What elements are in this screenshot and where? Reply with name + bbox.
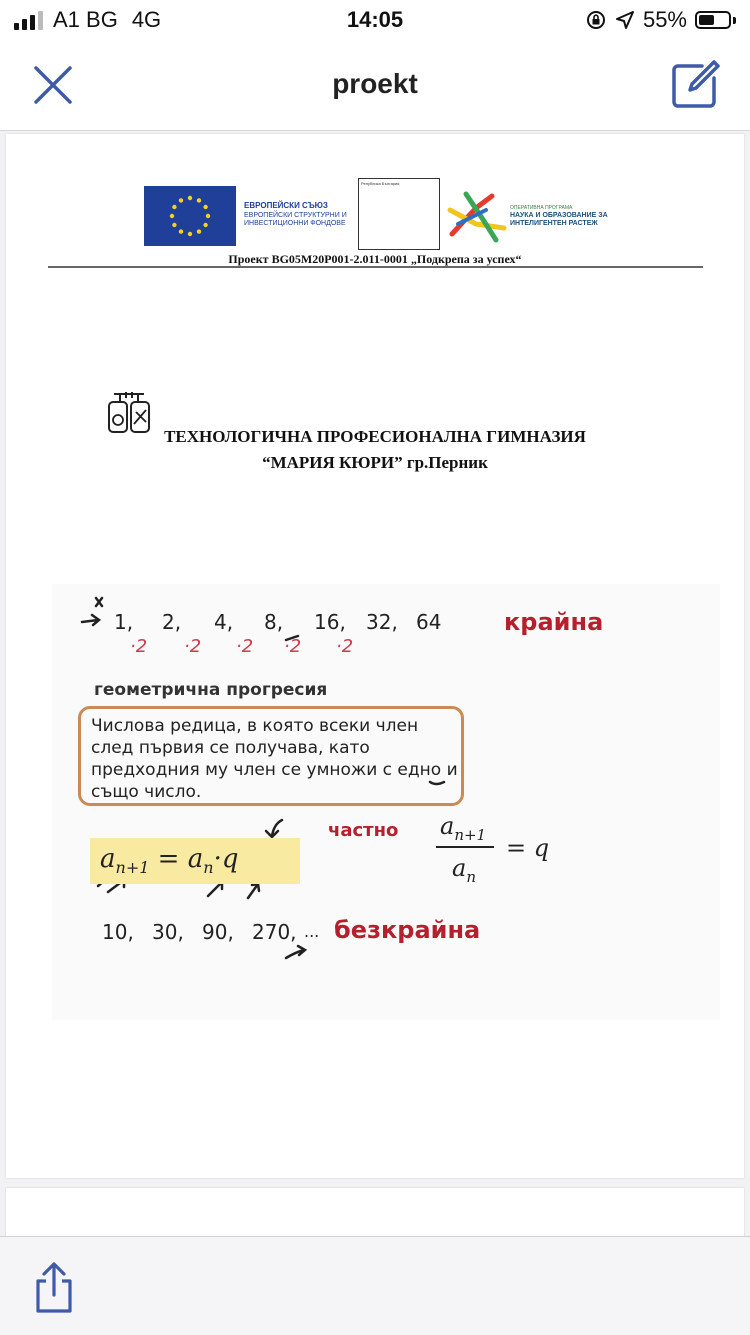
school-name-line1: ТЕХНОЛОГИЧНА ПРОФЕСИОНАЛНА ГИМНАЗИЯ (164, 427, 586, 446)
eu-flag-logo (144, 186, 236, 246)
multiplier-2: ·2 (184, 636, 202, 657)
definition-line-1: Числова редица, в която всеки член (91, 716, 419, 736)
quotient-label: частно (328, 820, 399, 841)
infinite-label: безкрайна (334, 916, 481, 944)
fraction-den-a: a (452, 854, 467, 882)
status-bar (0, 0, 750, 40)
battery-fill (699, 15, 714, 25)
finite-term-3: 4, (214, 610, 234, 634)
infinite-term-3: 90, (202, 920, 234, 944)
carrier-label: A1 BG (53, 7, 118, 32)
definition-line-3: предходния му член се умножи с едно и (91, 760, 458, 780)
finite-term-2: 2, (162, 610, 182, 634)
fraction-denominator (452, 854, 476, 886)
formula-lhs-sub: n+1 (115, 858, 150, 878)
eu-logo-title: ЕВРОПЕЙСКИ СЪЮЗ (244, 201, 328, 210)
infinite-ellipsis: ... (304, 922, 320, 941)
infinite-term-1: 10, (102, 920, 134, 944)
header-divider (48, 266, 703, 268)
status-right (585, 7, 736, 33)
bottom-toolbar (0, 1236, 750, 1335)
fraction-num-sub: n+1 (454, 825, 487, 844)
op-logo-text (510, 204, 620, 228)
bulgaria-emblem-box (358, 178, 440, 250)
battery-icon (695, 11, 731, 29)
finite-label: крайна (504, 608, 604, 636)
battery-cap (733, 17, 736, 24)
location-icon (615, 10, 635, 30)
definition-box (78, 706, 464, 806)
finite-term-5: 16, (314, 610, 346, 634)
fraction-bar (436, 846, 494, 848)
finite-term-4: 8, (264, 610, 284, 634)
fraction-den-sub: n (466, 867, 476, 886)
lesson-image (52, 584, 720, 1020)
eu-logo-text (244, 202, 354, 228)
status-time: 14:05 (346, 7, 404, 32)
operational-programme-logo (446, 188, 508, 246)
document-page (6, 134, 744, 1178)
share-icon[interactable] (32, 1261, 76, 1315)
network-label: 4G (131, 7, 162, 32)
multiplier-3: ·2 (236, 636, 254, 657)
school-name-line2: “МАРИЯ КЮРИ” гр.Перник (262, 453, 488, 472)
definition-line-2: след първия се получава, като (91, 738, 370, 758)
lesson-heading: геометрична прогресия (94, 680, 328, 700)
emblem-box-text: Република България (361, 181, 400, 186)
battery-percent: 55% (642, 7, 687, 32)
fraction-num-a: a (440, 812, 455, 840)
formula-lhs: a (100, 844, 116, 874)
multiplier-5: ·2 (336, 636, 354, 657)
multiplier-4: ·2 (284, 636, 302, 657)
navigation-bar (0, 40, 750, 131)
op-logo-small-label: ОПЕРАТИВНА ПРОГРАМА (510, 205, 573, 211)
formula-text (100, 844, 238, 877)
formula-rhs-a: a (187, 844, 204, 874)
op-logo-title: НАУКА И ОБРАЗОВАНИЕ ЗА ИНТЕЛИГЕНТЕН РАСТЕЖ (510, 212, 608, 227)
finite-term-6: 32, (366, 610, 398, 634)
project-line: Проект BG05M20P001-2.011-0001 „Подкрепа за успех“ (228, 252, 522, 266)
school-name (6, 424, 744, 476)
finite-term-7: 64 (416, 610, 442, 634)
eu-stars-icon (144, 186, 236, 246)
document-title: proekt (332, 68, 418, 99)
finite-term-1: 1, (114, 610, 134, 634)
formula-rhs-q: ·q (213, 844, 239, 874)
definition-text (91, 715, 461, 803)
definition-line-4: също число. (91, 782, 202, 802)
recurrence-formula (90, 838, 300, 884)
fraction-numerator (440, 812, 486, 844)
infinite-term-2: 30, (152, 920, 184, 944)
eu-logo-subtitle: ЕВРОПЕЙСКИ СТРУКТУРНИ И ИНВЕСТИЦИОННИ ФОНДОВЕ (244, 212, 347, 227)
multiplier-1: ·2 (130, 636, 148, 657)
infinite-term-4: 270, (252, 920, 297, 944)
rotation-lock-icon (585, 9, 607, 31)
formula-rhs-sub: n (203, 858, 214, 878)
fraction-result: = q (506, 834, 550, 862)
compose-icon[interactable] (668, 58, 722, 112)
formula-equals: = (157, 844, 180, 874)
